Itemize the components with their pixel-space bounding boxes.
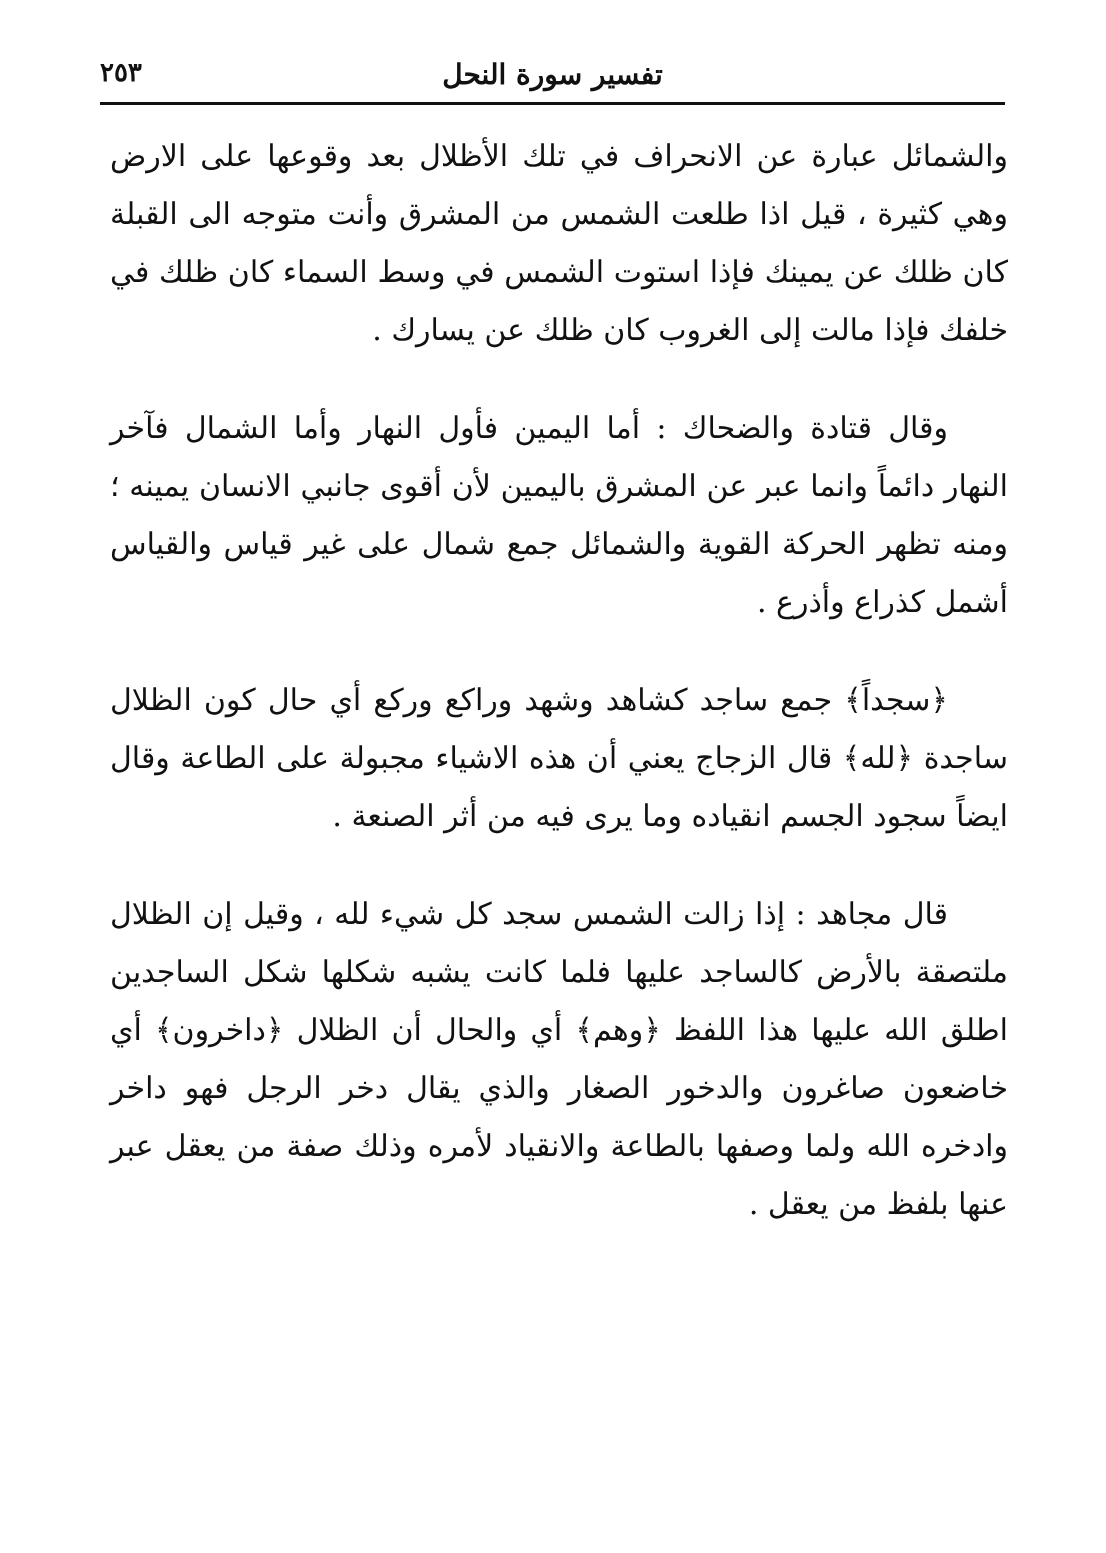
paragraph-shamail: والشمائل عبارة عن الانحراف في تلك الأظلال بعد وقوعها على الارض وهي كثيرة ، قيل اذا طلعت الشمس من المشرق وأنت متوجه الى القبلة كان ظلك عن يمينك فإذا استوت الشمس في وسط السماء كان ظلك في خلفك فإذا مالت إلى الغروب كان ظلك عن يسارك . [110, 139, 1008, 348]
paragraph-qatada: وقال قتادة والضحاك : أما اليمين فأول النهار وأما الشمال فآخر النهار دائماً وانما عبر عن المشرق باليمين لأن أقوى جانبي الانسان يمينه ؛ ومنه تظهر الحركة القوية والشمائل جمع شمال على غير قياس والقياس أشمل كذراع وأذرع . [110, 411, 1008, 620]
page-header [100, 50, 1005, 105]
paragraph-sujjadan: ﴿سجداً﴾ جمع ساجد كشاهد وشهد وراكع وركع أي حال كون الظلال ساجدة ﴿لله﴾ قال الزجاج يعني أن هذه الاشياء مجبولة على الطاعة وقال ايضاً سجود الجسم انقياده وما يرى فيه من أثر الصنعة . [110, 683, 1008, 834]
running-title: تفسير سورة النحل [442, 58, 663, 91]
page-number: ٢٥٣ [100, 58, 142, 88]
page-body [110, 128, 1008, 1234]
paragraph-mujahid: قال مجاهد : إذا زالت الشمس سجد كل شيء لله ، وقيل إن الظلال ملتصقة بالأرض كالساجد عليها فلما كانت يشبه شكلها شكل الساجدين اطلق الله عليها هذا اللفظ ﴿وهم﴾ أي والحال أن الظلال ﴿داخرون﴾ أي خاضعون صاغرون والدخور الصغار والذي يقال دخر الرجل فهو داخر وادخره الله ولما وصفها بالطاعة والانقياد لأمره وذلك صفة من يعقل عبر عنها بلفظ من يعقل . [110, 897, 1008, 1222]
